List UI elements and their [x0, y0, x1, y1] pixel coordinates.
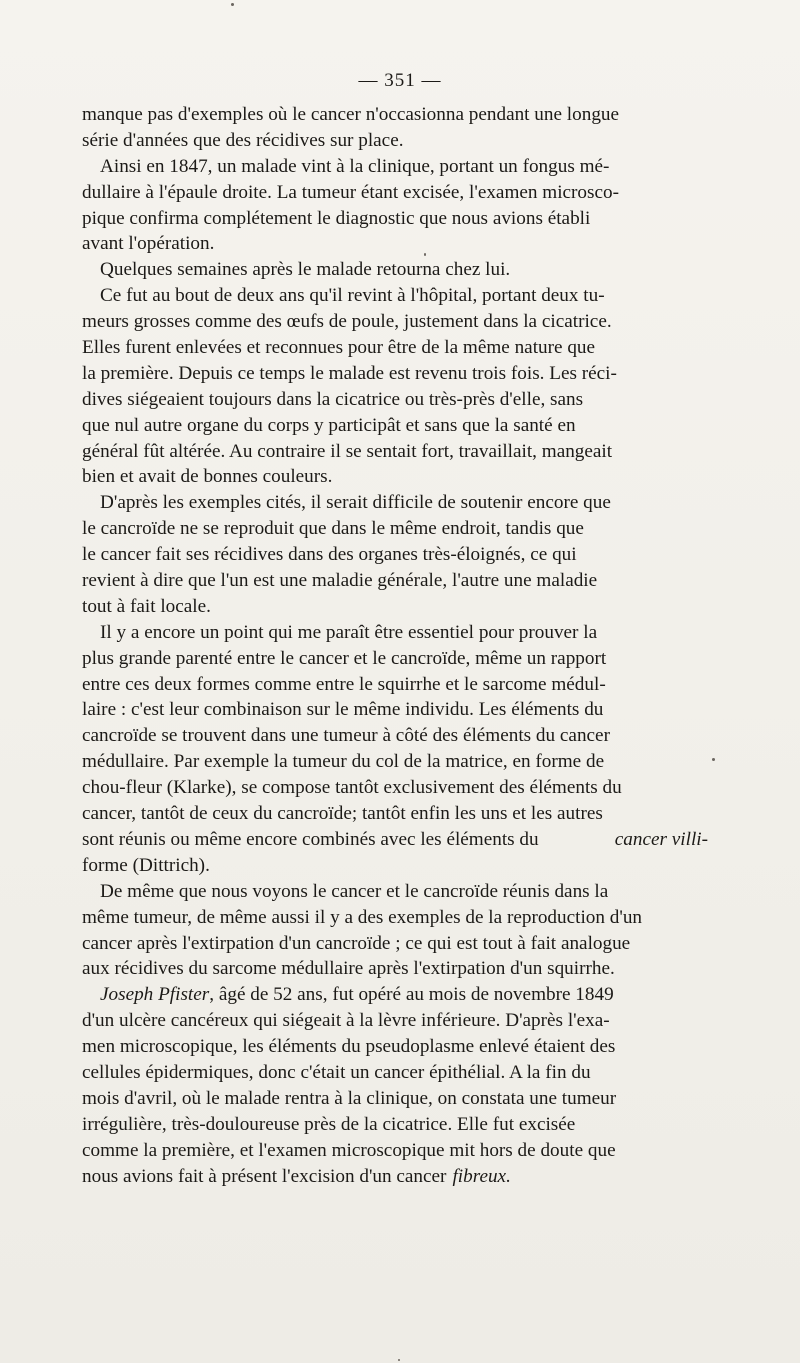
paper-speck — [712, 758, 715, 761]
text-line: Il y a encore un point qui me paraît être essentiel pour prouver la — [100, 621, 598, 643]
text-line: entre ces deux formes comme entre le squirrhe et le sarcome médul- — [82, 673, 606, 695]
text-line-mixed — [82, 827, 708, 853]
text-line: Elles furent enlevées et reconnues pour être de la même nature que — [82, 337, 596, 359]
text-line: la première. Depuis ce temps le malade est revenu trois fois. Les réci- — [82, 362, 617, 384]
text-line: même tumeur, de même aussi il y a des exemples de la reproduction d'un — [82, 906, 643, 928]
text-line: manque pas d'exemples où le cancer n'occasionna pendant une longue — [82, 104, 620, 125]
paper-speck — [231, 3, 234, 6]
text-line: Quelques semaines après le malade retourna chez lui. — [100, 259, 511, 281]
text-line: D'après les exemples cités, il serait difficile de soutenir encore que — [100, 492, 611, 514]
text-line: Ainsi en 1847, un malade vint à la clinique, portant un fongus mé- — [100, 155, 610, 177]
text-line: chou-fleur (Klarke), se compose tantôt exclusivement des éléments du — [82, 777, 622, 799]
text-line: tout à fait locale. — [82, 595, 211, 617]
text-line: De même que nous voyons le cancer et le cancroïde réunis dans la — [100, 880, 609, 902]
text-line: aux récidives du sarcome médullaire après l'extirpation d'un squirrhe. — [82, 958, 615, 980]
text-fragment: sont réunis ou même encore combinés avec les éléments du — [82, 828, 539, 850]
text-line: pique confirma complétement le diagnostic que nous avions établi — [82, 207, 591, 229]
text-line: cancroïde se trouvent dans une tumeur à côté des éléments du cancer — [82, 725, 610, 747]
paper-speck — [424, 253, 426, 256]
text-line: que nul autre organe du corps y participât et sans que la santé en — [82, 414, 576, 436]
italic-fragment: fibreux. — [452, 1165, 511, 1187]
text-line: le cancroïde ne se reproduit que dans le même endroit, tandis que — [82, 518, 584, 540]
text-line: irrégulière, très-douloureuse près de la cicatrice. Elle fut excisée — [82, 1113, 576, 1135]
text-line: Ce fut au bout de deux ans qu'il revint à l'hôpital, portant deux tu- — [100, 285, 605, 307]
text-line: série d'années que des récidives sur place. — [82, 129, 404, 151]
text-line: revient à dire que l'un est une maladie générale, l'autre une maladie — [82, 570, 598, 592]
text-line: cellules épidermiques, donc c'était un cancer épithélial. A la fin du — [82, 1061, 591, 1083]
text-line: cancer, tantôt de ceux du cancroïde; tantôt enfin les uns et les autres — [82, 803, 603, 825]
text-line: laire : c'est leur combinaison sur le même individu. Les éléments du — [82, 699, 604, 721]
text-line: avant l'opération. — [82, 233, 215, 255]
text-line: mois d'avril, où le malade rentra à la clinique, on constata une tumeur — [82, 1087, 617, 1109]
text-line: bien et avait de bonnes couleurs. — [82, 466, 333, 488]
text-line: plus grande parenté entre le cancer et le cancroïde, même un rapport — [82, 647, 607, 669]
text-line: forme (Dittrich). — [82, 854, 210, 876]
text-fragment: , âgé de 52 ans, fut opéré au mois de novembre 1849 — [209, 984, 614, 1006]
text-line: général fût altérée. Au contraire il se sentait fort, travaillait, mangeait — [82, 440, 613, 462]
text-line: médullaire. Par exemple la tumeur du col de la matrice, en forme de — [82, 751, 605, 773]
text-fragment: nous avions fait à présent l'excision d'un cancer — [82, 1165, 447, 1187]
text-line-mixed — [82, 982, 708, 1008]
italic-name: Joseph Pfister — [100, 984, 210, 1006]
body-text — [82, 102, 708, 1189]
text-line: comme la première, et l'examen microscopique mit hors de doute que — [82, 1139, 616, 1161]
text-line: dives siégeaient toujours dans la cicatrice ou très-près d'elle, sans — [82, 388, 584, 410]
paper-speck — [398, 1359, 400, 1361]
text-line-mixed — [82, 1164, 708, 1190]
text-line: men microscopique, les éléments du pseudoplasme enlevé étaient des — [82, 1036, 616, 1058]
italic-fragment: cancer villi- — [614, 828, 708, 850]
text-line: cancer après l'extirpation d'un cancroïde ; ce qui est tout à fait analogue — [82, 932, 631, 954]
text-line: meurs grosses comme des œufs de poule, justement dans la cicatrice. — [82, 311, 612, 333]
text-line: dullaire à l'épaule droite. La tumeur étant excisée, l'examen microsco- — [82, 181, 619, 203]
text-line: le cancer fait ses récidives dans des organes très-éloignés, ce qui — [82, 544, 577, 566]
page-number: — 351 — — [358, 70, 442, 91]
text-line: d'un ulcère cancéreux qui siégeait à la lèvre inférieure. D'après l'exa- — [82, 1010, 610, 1032]
